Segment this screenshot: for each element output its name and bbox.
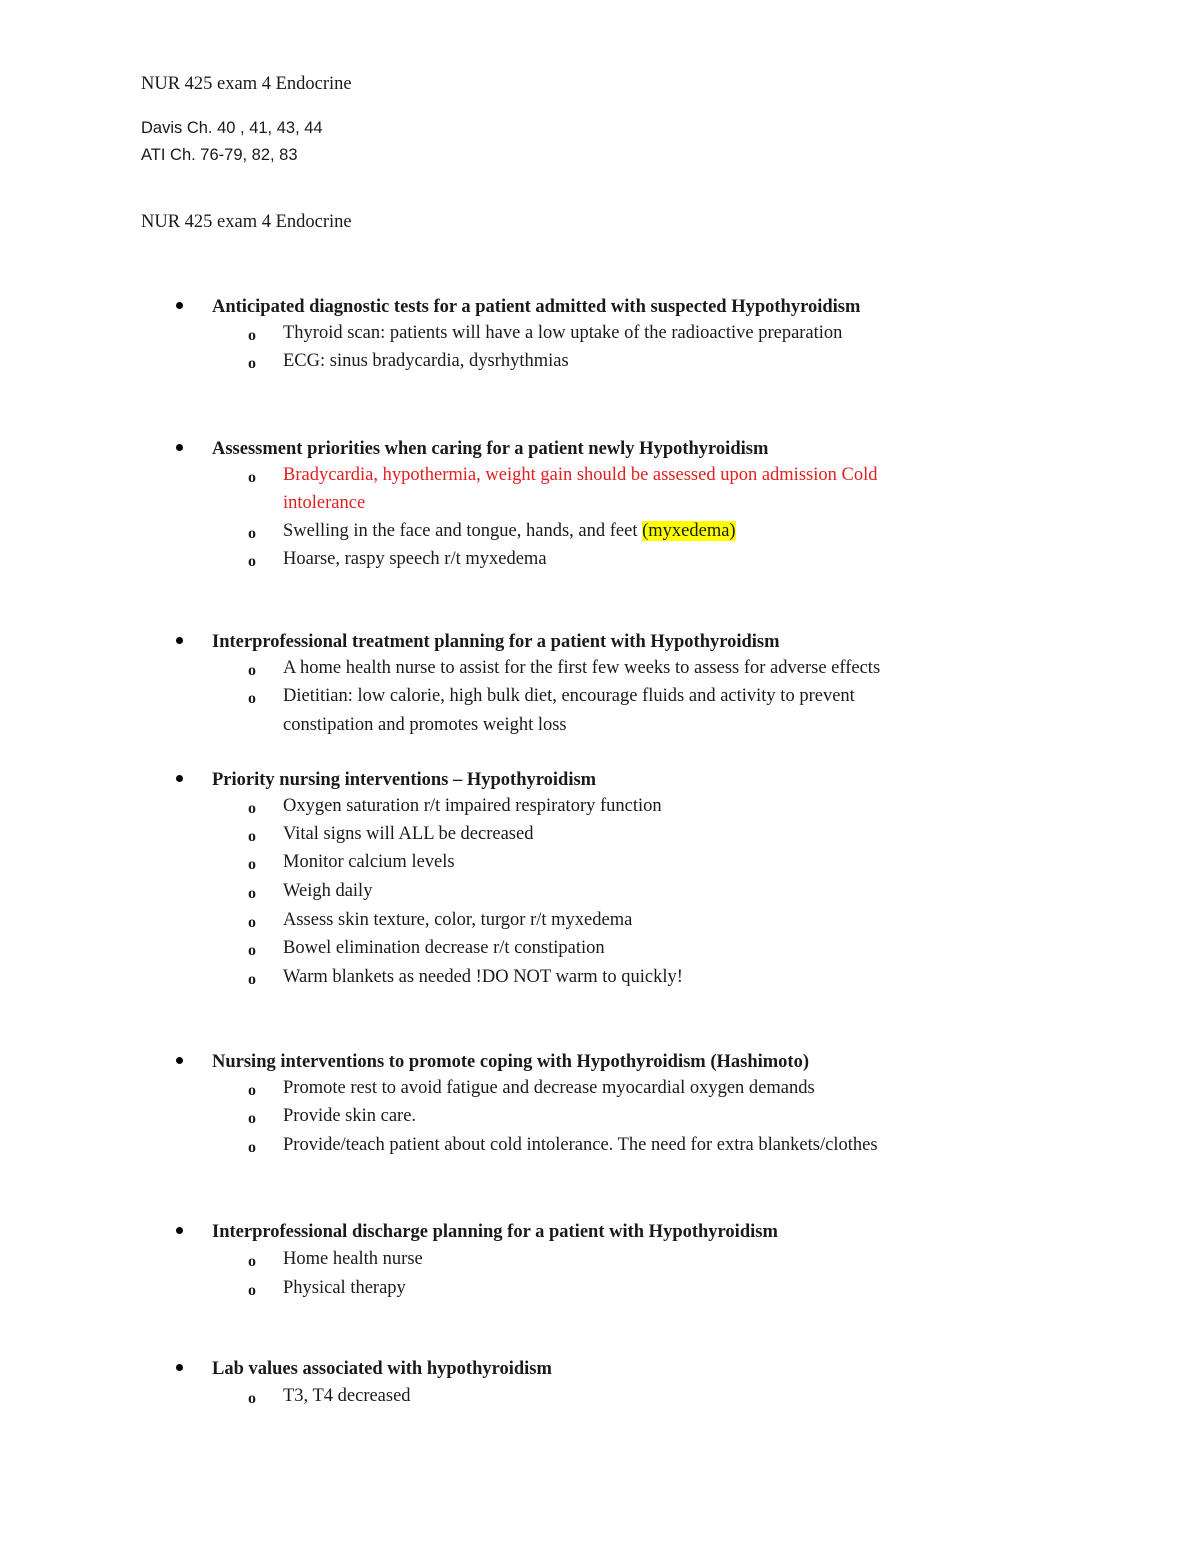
list-item: Oxygen saturation r/t impaired respiratory function (283, 796, 662, 816)
list-item: T3, T4 decreased (283, 1386, 411, 1406)
list-item: Monitor calcium levels (283, 852, 455, 872)
list-item: Bowel elimination decrease r/t constipation (283, 938, 605, 958)
list-item: Assess skin texture, color, turgor r/t myxedema (283, 910, 633, 930)
list-item-continuation: intolerance (283, 493, 366, 513)
list-item: ECG: sinus bradycardia, dysrhythmias (283, 351, 569, 371)
list-item: A home health nurse to assist for the first few weeks to assess for adverse effects (283, 658, 881, 678)
sub-bullet-marker: o (248, 469, 256, 486)
section-heading: Priority nursing interventions – Hypothyroidism (212, 770, 597, 790)
sub-bullet-marker: o (248, 662, 256, 679)
sub-bullet-marker: o (248, 1390, 256, 1407)
sub-bullet-marker: o (248, 1082, 256, 1099)
sub-bullet-marker: o (248, 856, 256, 873)
list-item: Hoarse, raspy speech r/t myxedema (283, 549, 547, 569)
list-item-continuation: constipation and promotes weight loss (283, 715, 567, 735)
bullet-icon (176, 637, 183, 644)
davis-chapters: Davis Ch. 40 , 41, 43, 44 (141, 119, 323, 137)
bullet-icon (176, 444, 183, 451)
list-item: Promote rest to avoid fatigue and decrease myocardial oxygen demands (283, 1078, 815, 1098)
list-item: Warm blankets as needed !DO NOT warm to quickly! (283, 967, 683, 987)
sub-bullet-marker: o (248, 327, 256, 344)
section-heading: Interprofessional treatment planning for a patient with Hypothyroidism (212, 632, 780, 652)
sub-bullet-marker: o (248, 1139, 256, 1156)
sub-bullet-marker: o (248, 553, 256, 570)
list-item: Vital signs will ALL be decreased (283, 824, 534, 844)
sub-bullet-marker: o (248, 914, 256, 931)
bullet-icon (176, 1364, 183, 1371)
sub-bullet-marker: o (248, 885, 256, 902)
section-heading: Anticipated diagnostic tests for a patient admitted with suspected Hypothyroidism (212, 297, 861, 317)
bullet-icon (176, 302, 183, 309)
list-item: Provide skin care. (283, 1106, 417, 1126)
document-title-repeat: NUR 425 exam 4 Endocrine (141, 212, 352, 232)
sub-bullet-marker: o (248, 971, 256, 988)
sub-bullet-marker: o (248, 828, 256, 845)
list-item (283, 517, 736, 545)
section-heading: Assessment priorities when caring for a patient newly Hypothyroidism (212, 439, 769, 459)
list-item: Dietitian: low calorie, high bulk diet, encourage fluids and activity to prevent (283, 686, 855, 706)
list-item: Home health nurse (283, 1249, 423, 1269)
bullet-icon (176, 1057, 183, 1064)
sub-bullet-marker: o (248, 942, 256, 959)
document-title: NUR 425 exam 4 Endocrine (141, 74, 352, 94)
section-heading: Lab values associated with hypothyroidism (212, 1359, 552, 1379)
sub-bullet-marker: o (248, 1253, 256, 1270)
list-item: Physical therapy (283, 1278, 406, 1298)
sub-bullet-marker: o (248, 355, 256, 372)
section-heading: Interprofessional discharge planning for a patient with Hypothyroidism (212, 1222, 778, 1242)
sub-bullet-marker: o (248, 1110, 256, 1127)
sub-bullet-marker: o (248, 690, 256, 707)
bullet-icon (176, 775, 183, 782)
list-item: Bradycardia, hypothermia, weight gain should be assessed upon admission Cold (283, 465, 878, 485)
list-item: Thyroid scan: patients will have a low uptake of the radioactive preparation (283, 323, 843, 343)
sub-bullet-marker: o (248, 800, 256, 817)
list-item: Weigh daily (283, 881, 373, 901)
list-item: Provide/teach patient about cold intolerance. The need for extra blankets/clothes (283, 1135, 878, 1155)
highlighted-text: (myxedema) (642, 521, 736, 541)
sub-bullet-marker: o (248, 525, 256, 542)
sub-bullet-marker: o (248, 1282, 256, 1299)
section-heading: Nursing interventions to promote coping with Hypothyroidism (Hashimoto) (212, 1052, 809, 1072)
list-item-text: Swelling in the face and tongue, hands, and feet (283, 521, 638, 541)
bullet-icon (176, 1227, 183, 1234)
ati-chapters: ATI Ch. 76-79, 82, 83 (141, 146, 298, 164)
